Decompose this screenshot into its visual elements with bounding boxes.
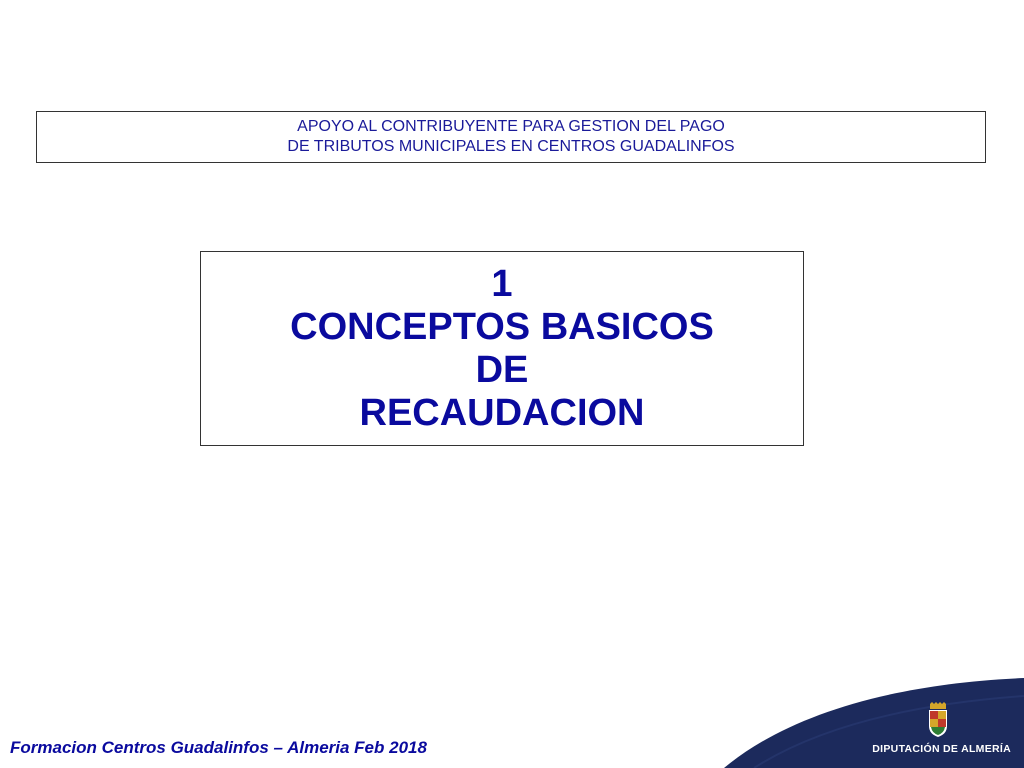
- header-line-1: APOYO AL CONTRIBUYENTE PARA GESTION DEL PAGO: [297, 118, 725, 135]
- title-line-2: DE: [475, 348, 529, 391]
- footer-caption: Formacion Centros Guadalinfos – Almeria Feb 2018: [10, 738, 427, 757]
- title-line-3: RECAUDACION: [359, 391, 645, 434]
- slide-header-box: [36, 111, 986, 163]
- slide-title-box: [200, 251, 804, 446]
- section-number: 1: [491, 262, 513, 305]
- header-line-2: DE TRIBUTOS MUNICIPALES EN CENTROS GUADALINFOS: [287, 138, 735, 155]
- title-line-1: CONCEPTOS BASICOS: [290, 305, 714, 348]
- brand-name: DIPUTACIÓN DE ALMERÍA: [872, 743, 1011, 755]
- coat-of-arms-icon: [926, 702, 950, 738]
